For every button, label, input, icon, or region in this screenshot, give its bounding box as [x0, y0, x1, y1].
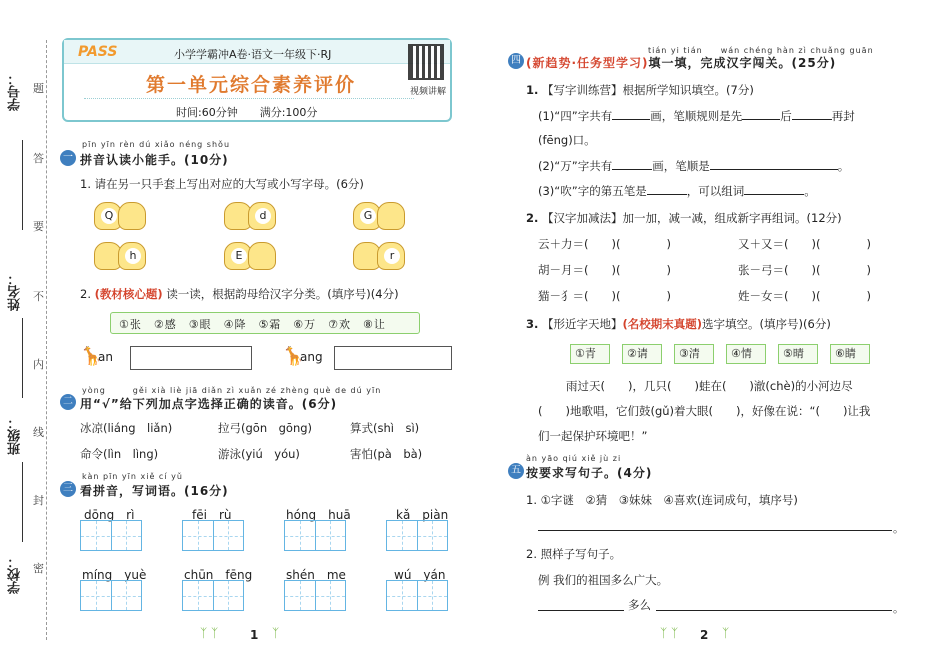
passage-line: ( )地歌唱，它们鼓(gǔ)着大眼( )，好像在说：“( )让我: [538, 404, 871, 418]
section-pinyin: tián yi tián wán chéng hàn zì chuǎng guān: [648, 46, 874, 55]
answer-line[interactable]: [538, 530, 892, 531]
section-title: 看拼音，写词语。(16分): [80, 484, 229, 498]
equation[interactable]: 云＋力＝( )( ): [538, 237, 671, 251]
writing-grid[interactable]: [182, 580, 244, 611]
char-option: ④情: [726, 344, 766, 364]
sprout-icon: ᛉ ᛉ: [200, 626, 219, 640]
cut-char: 封: [33, 494, 44, 507]
cut-char: 内: [33, 358, 44, 371]
answer-blank[interactable]: [612, 158, 652, 170]
student-id-line: [22, 140, 23, 230]
mitten-right: d: [248, 202, 276, 230]
cut-char: 题: [33, 82, 44, 95]
divider: [84, 98, 414, 99]
char-option: ⑤晴: [778, 344, 818, 364]
reading-choice[interactable]: 冰凉(liáng liǎn): [80, 421, 173, 435]
equation[interactable]: 张－弓＝( )( ): [738, 263, 871, 277]
giraffe-icon: 🦒: [282, 346, 305, 367]
qr-label: 视频讲解: [409, 87, 446, 97]
section-number: 三: [60, 481, 76, 497]
mitten-right-blank[interactable]: [248, 242, 276, 270]
exam-title: 第一单元综合素养评价: [146, 74, 357, 96]
section-pinyin: àn yāo qiú xiě jù zi: [526, 454, 622, 463]
pinyin-word: chūn fēng: [184, 568, 253, 582]
mitten-left: E: [224, 242, 252, 270]
cut-char: 不: [33, 290, 44, 303]
question-1: 1. ①字谜 ②猜 ③妹妹 ④喜欢(连词成句，填序号): [526, 493, 798, 507]
period: 。: [893, 522, 904, 535]
writing-grid[interactable]: [284, 520, 346, 551]
question-1: 1. 请在另一只手套上写出对应的大写或小写字母。(6分): [80, 177, 364, 191]
school-label: 学校：: [8, 555, 23, 594]
passage-line: 们一起保护环境吧！”: [538, 429, 648, 443]
answer-blank[interactable]: [792, 108, 832, 120]
question-1-1-cont: (fēng)口。: [538, 133, 596, 147]
qr-code-icon[interactable]: [408, 44, 444, 80]
section-pinyin: kàn pīn yīn xiě cí yǔ: [82, 472, 183, 481]
equation[interactable]: 又＋又＝( )( ): [738, 237, 871, 251]
section-number: 四: [508, 53, 524, 69]
question-2: [80, 286, 399, 302]
mitten-right: h: [118, 242, 146, 270]
pass-logo: PASS: [78, 44, 118, 60]
cut-char: 线: [33, 426, 44, 439]
pinyin-word: wú yán: [394, 568, 446, 582]
pinyin-word: fēi rù: [192, 508, 232, 522]
name-label: 姓名：: [8, 272, 23, 311]
cut-char: 密: [33, 562, 44, 575]
char-option: ②请: [622, 344, 662, 364]
mitten-right-blank[interactable]: [377, 202, 405, 230]
answer-blank[interactable]: [612, 108, 650, 120]
section-title: 拼音认读小能手。(10分): [80, 153, 229, 167]
class-line: [22, 462, 23, 542]
fill-word: 多么: [628, 598, 651, 612]
answer-line[interactable]: [538, 610, 624, 611]
pinyin-word: míng yuè: [82, 568, 147, 582]
char-option: ①青: [570, 344, 610, 364]
period: 。: [893, 602, 904, 615]
pinyin-word: shén me: [286, 568, 346, 582]
reading-choice[interactable]: 算式(shì sì): [350, 421, 420, 435]
question-2: 2. 【汉字加减法】加一加，减一减，组成新字再组词。(12分): [526, 211, 842, 225]
section-number: 一: [60, 150, 76, 166]
answer-line[interactable]: [656, 610, 892, 611]
question-1-3: (3)“吹”字的第五笔是 ，可以组词 。: [538, 184, 816, 198]
student-id-label: 学号：: [8, 72, 23, 111]
writing-grid[interactable]: [80, 520, 142, 551]
writing-grid[interactable]: [182, 520, 244, 551]
q-text: 读一读，根据韵母给汉字分类。(填序号)(4分): [166, 287, 399, 301]
section-number: 五: [508, 463, 524, 479]
trend-tag: (新趋势·任务型学习): [526, 56, 649, 70]
sprout-icon: ᛉ ᛉ: [660, 626, 679, 640]
reading-choice[interactable]: 游泳(yiú yóu): [218, 447, 300, 461]
pinyin-word: kǎ piàn: [396, 508, 449, 522]
word-options: ①张 ②感 ③眼 ④降 ⑤霜 ⑥万 ⑦欢 ⑧让: [110, 312, 420, 334]
question-2: 2. 照样子写句子。: [526, 547, 622, 561]
answer-blank[interactable]: [647, 183, 687, 195]
char-option: ⑥睛: [830, 344, 870, 364]
sort-label-an: an: [98, 350, 113, 364]
answer-blank[interactable]: [710, 158, 838, 170]
name-line: [22, 318, 23, 398]
sprout-icon: ᛉ: [722, 626, 730, 640]
series-title: 小学学霸冲A卷·语文一年级下·RJ: [174, 48, 332, 61]
equation[interactable]: 姓－女＝( )( ): [738, 289, 871, 303]
char-option: ③清: [674, 344, 714, 364]
cut-line: [46, 40, 47, 640]
cut-char: 答: [33, 152, 44, 165]
mitten-left: Q: [94, 202, 122, 230]
mitten-right-blank[interactable]: [118, 202, 146, 230]
sort-box-an[interactable]: [130, 346, 252, 370]
equation[interactable]: 胡－月＝( )( ): [538, 263, 671, 277]
writing-grid[interactable]: [80, 580, 142, 611]
question-1-1: (1)“四”字共有 画，笔顺规则是先 后 再封: [538, 109, 855, 123]
section-title: 用“√”给下列加点字选择正确的读音。(6分): [80, 397, 338, 411]
sort-label-ang: ang: [300, 350, 323, 364]
mitten-right: r: [377, 242, 405, 270]
example-sentence: 例 我们的祖国多么广大。: [538, 573, 669, 587]
writing-grid[interactable]: [386, 520, 448, 551]
section-title: 按要求写句子。(4分): [526, 466, 653, 480]
giraffe-icon: 🦒: [80, 346, 103, 367]
class-label: 班级：: [8, 416, 23, 455]
reading-choice[interactable]: 命令(lìn lìng): [80, 447, 159, 461]
page-number: 2: [700, 628, 709, 642]
exam-header: [62, 38, 452, 122]
cut-char: 要: [33, 220, 44, 233]
time-score: 时间:60分钟 满分:100分: [176, 106, 318, 119]
writing-grid[interactable]: [386, 580, 448, 611]
section-pinyin: pīn yīn rèn dú xiǎo néng shǒu: [82, 140, 231, 149]
exam-tag: (名校期末真题): [622, 317, 703, 331]
reading-choice[interactable]: 拉弓(gōn gōng): [218, 421, 313, 435]
q-prefix: 2.: [80, 287, 91, 301]
pinyin-word: hóng huā: [286, 508, 351, 522]
sprout-icon: ᛉ: [272, 626, 280, 640]
answer-blank[interactable]: [742, 108, 780, 120]
pinyin-word: dōng rì: [84, 508, 135, 522]
section-pinyin: yòng gěi xià liè jiā diǎn zì xuǎn zé zhèng què de dú yīn: [82, 386, 382, 395]
passage-line: 雨过天( )，几只( )蛙在( )澈(chè)的小河边尽: [566, 379, 853, 393]
section-title: (新趋势·任务型学习)填一填，完成汉字闯关。(25分): [526, 56, 837, 70]
section-number: 二: [60, 394, 76, 410]
page-number: 1: [250, 628, 259, 642]
mitten-left: G: [353, 202, 381, 230]
answer-blank[interactable]: [744, 183, 804, 195]
question-1: 1. 【写字训练营】根据所学知识填空。(7分): [526, 83, 754, 97]
question-1-2: (2)“万”字共有 画，笔顺是 。: [538, 159, 850, 173]
reading-choice[interactable]: 害怕(pà bà): [350, 447, 423, 461]
writing-grid[interactable]: [284, 580, 346, 611]
equation[interactable]: 猫－犭＝( )( ): [538, 289, 671, 303]
sort-box-ang[interactable]: [334, 346, 452, 370]
core-tag: (教材核心题): [94, 287, 163, 301]
question-3: 3. 【形近字天地】(名校期末真题)选字填空。(填序号)(6分): [526, 317, 831, 331]
